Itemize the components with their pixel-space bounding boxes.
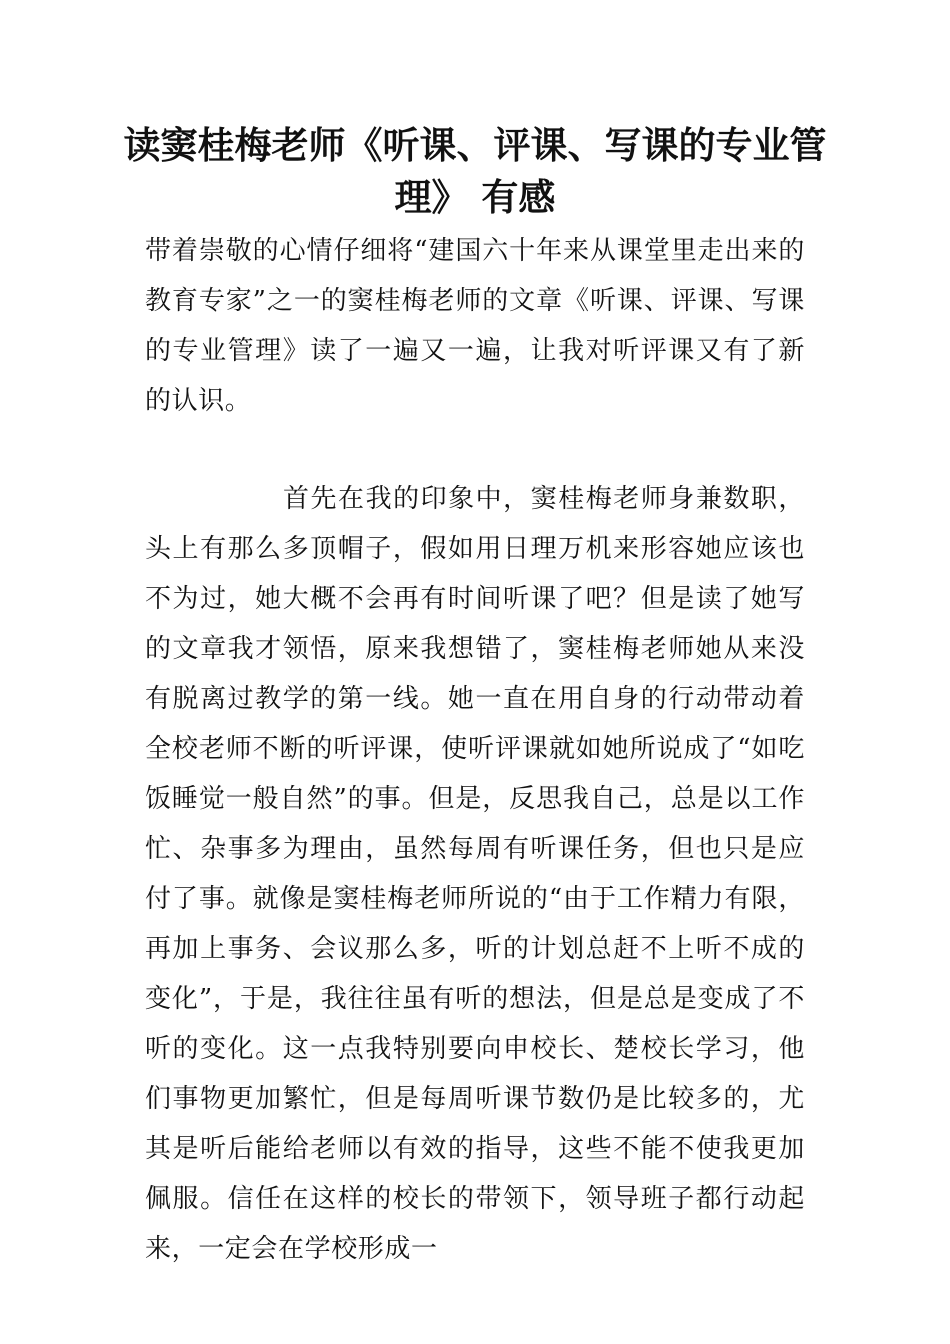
paragraph-intro: 带着崇敬的心情仔细将“建国六十年来从课堂里走出来的教育专家”之一的窦桂梅老师的文章《听课、评课、写课的专业管理》读了一遍又一遍，让我对听评课又有了新的认识。 (145, 236, 805, 416)
paragraph-body: 首先在我的印象中，窦桂梅老师身兼数职，头上有那么多顶帽子，假如用日理万机来形容她应该也不为过，她大概不会再有时间听课了吧？但是读了她写的文章我才领悟，原来我想错了，窦桂梅老师她从来没有脱离过教学的第一线。她一直在用自身的行动带动着全校老师不断的听评课，使听评课就如她所说成了“如吃饭睡觉一般自然”的事。但是，反思我自己，总是以工作忙、杂事多为理由，虽然每周有听课任务，但也只是应付了事。就像是窦桂梅老师所说的“由于工作精力有限，再加上事务、会议那么多，听的计划总赶不上听不成的变化”，于是，我往往虽有听的想法，但是总是变成了不听的变化。这一点我特别要向申校长、楚校长学习，他们事物更加繁忙，但是每周听课节数仍是比较多的，尤其是听后能给老师以有效的指导，这些不能不使我更加佩服。信任在这样的校长的带领下，领导班子都行动起来，一定会在学校形成一 (145, 484, 805, 1264)
document-title: 读窦桂梅老师《听课、评课、写课的专业管理》 有感 (123, 124, 827, 219)
